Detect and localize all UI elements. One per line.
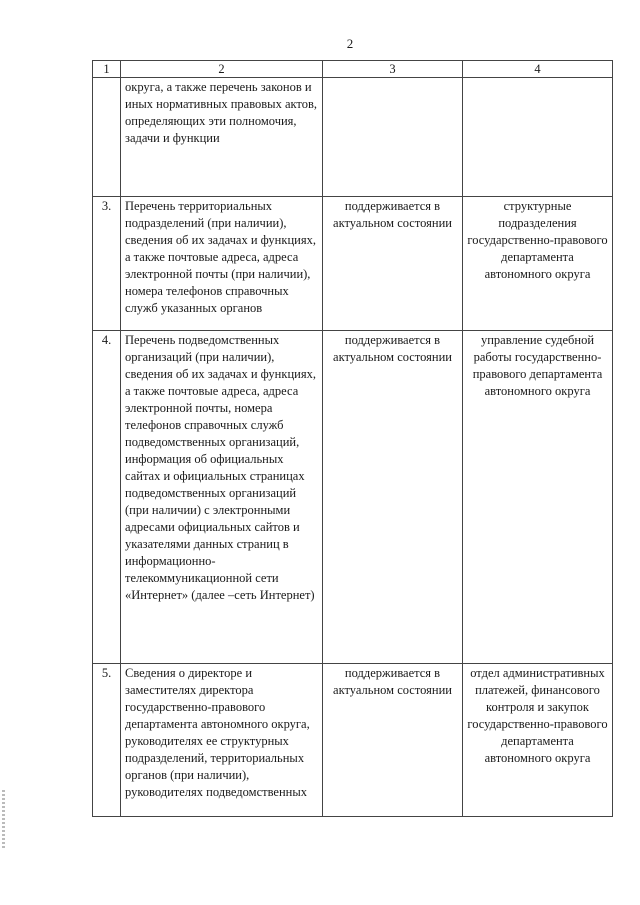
row-responsible: [463, 78, 613, 197]
row-description: округа, а также перечень законов и иных нормативных правовых актов, определяющих эти полномочия, задачи и функции: [121, 78, 323, 197]
scan-edge-mark: [2, 790, 5, 850]
column-header: 1: [93, 61, 121, 78]
column-header: 4: [463, 61, 613, 78]
page-number: 2: [346, 36, 354, 51]
table-row: [93, 664, 613, 817]
document-table: [92, 60, 613, 817]
table-row: [93, 197, 613, 331]
row-status: поддерживается в актуальном состоянии: [323, 331, 463, 664]
row-description: Перечень подведомственных организаций (при наличии), сведения об их задачах и функциях, а также почтовые адреса, адреса электронной почты, номера телефонов справочных служб подведомственных организаций, информация об официальных сайтах и официальных страницах подведомственных организаций (при наличии) с электронными адресами официальных сайтов и указателями данных страниц в информационно-телекоммуникационной сети «Интернет» (далее –сеть Интернет): [121, 331, 323, 664]
row-responsible: отдел административных платежей, финансового контроля и закупок государственно-правового департамента автономного округа: [463, 664, 613, 817]
row-status: поддерживается в актуальном состоянии: [323, 197, 463, 331]
column-header: 3: [323, 61, 463, 78]
table-row: [93, 331, 613, 664]
column-header: 2: [121, 61, 323, 78]
row-description: Сведения о директоре и заместителях директора государственно-правового департамента автономного округа, руководителях ее структурных подразделений, территориальных органов (при наличии), руководителях подведомственных: [121, 664, 323, 817]
row-status: поддерживается в актуальном состоянии: [323, 664, 463, 817]
row-number: 5.: [93, 664, 121, 817]
table-row: [93, 78, 613, 197]
row-number: 4.: [93, 331, 121, 664]
row-number: [93, 78, 121, 197]
row-description: Перечень территориальных подразделений (при наличии), сведения об их задачах и функциях, а также почтовые адреса, адреса электронной почты (при наличии), номера телефонов справочных служб указанных органов: [121, 197, 323, 331]
row-number: 3.: [93, 197, 121, 331]
row-responsible: структурные подразделения государственно-правового департамента автономного округа: [463, 197, 613, 331]
row-responsible: управление судебной работы государственно-правового департамента автономного округа: [463, 331, 613, 664]
row-status: [323, 78, 463, 197]
table-header-row: [93, 61, 613, 78]
